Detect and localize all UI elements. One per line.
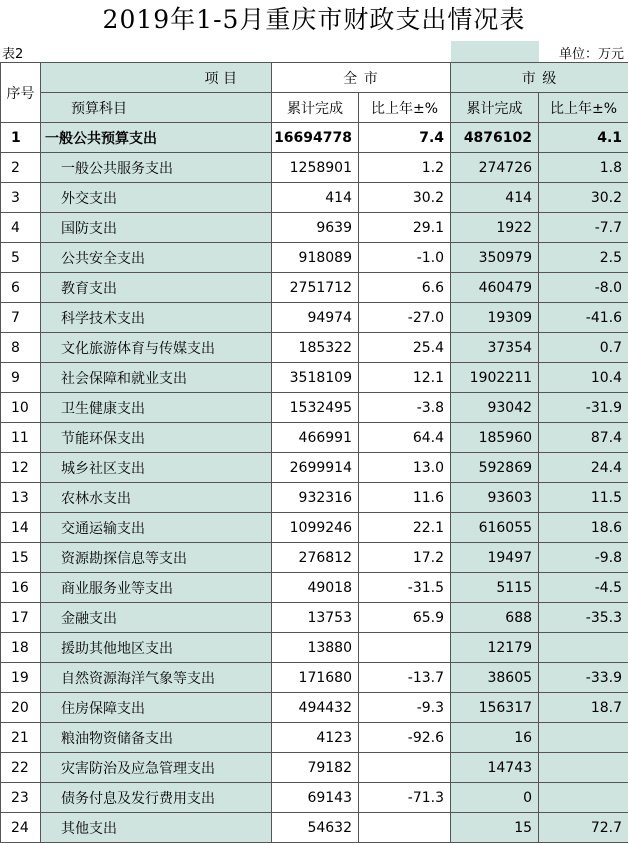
row-city-yoy: 0.7 (539, 333, 628, 363)
row-subject: 其他支出 (41, 813, 272, 843)
row-subject: 社会保障和就业支出 (41, 363, 272, 393)
row-city-yoy: 72.7 (539, 813, 628, 843)
table-row (1, 813, 628, 843)
row-seq: 2 (1, 153, 41, 183)
row-seq: 13 (1, 483, 41, 513)
unit-label: 单位：万元 (559, 43, 624, 62)
row-subject: 农林水支出 (41, 483, 272, 513)
table-row (1, 663, 628, 693)
header-city-cum: 累计完成 (451, 93, 539, 123)
table-row (1, 183, 628, 213)
table-row (1, 783, 628, 813)
table-row (1, 363, 628, 393)
row-subject: 国防支出 (41, 213, 272, 243)
row-total-yoy (359, 633, 451, 663)
table-row (1, 153, 628, 183)
row-subject: 文化旅游体育与传媒支出 (41, 333, 272, 363)
table-row (1, 543, 628, 573)
table-meta-row (0, 41, 628, 62)
row-seq: 24 (1, 813, 41, 843)
table-row (1, 453, 628, 483)
row-total-cum: 2699914 (272, 453, 359, 483)
table-row (1, 213, 628, 243)
row-subject: 灾害防治及应急管理支出 (41, 753, 272, 783)
row-seq: 14 (1, 513, 41, 543)
row-city-cum: 93603 (451, 483, 539, 513)
table-row (1, 483, 628, 513)
row-city-yoy: 11.5 (539, 483, 628, 513)
row-city-yoy (539, 723, 628, 753)
row-total-cum: 171680 (272, 663, 359, 693)
row-subject: 科学技术支出 (41, 303, 272, 333)
row-city-cum: 93042 (451, 393, 539, 423)
page-title: 2019年1-5月重庆市财政支出情况表 (0, 2, 628, 38)
table-row (1, 273, 628, 303)
header-city-yoy: 比上年±% (539, 93, 628, 123)
table-row (1, 423, 628, 453)
row-total-cum: 1099246 (272, 513, 359, 543)
row-subject: 商业服务业等支出 (41, 573, 272, 603)
row-total-cum: 414 (272, 183, 359, 213)
row-seq: 8 (1, 333, 41, 363)
table-row (1, 333, 628, 363)
row-total-yoy (359, 813, 451, 843)
row-city-yoy (539, 783, 628, 813)
row-seq: 18 (1, 633, 41, 663)
row-city-yoy: 10.4 (539, 363, 628, 393)
row-subject: 公共安全支出 (41, 243, 272, 273)
row-seq: 15 (1, 543, 41, 573)
row-subject: 援助其他地区支出 (41, 633, 272, 663)
row-total-yoy: -27.0 (359, 303, 451, 333)
row-seq: 1 (1, 123, 41, 153)
row-city-yoy: -35.3 (539, 603, 628, 633)
table-row (1, 753, 628, 783)
row-total-yoy: 65.9 (359, 603, 451, 633)
row-city-yoy: 24.4 (539, 453, 628, 483)
row-total-cum: 79182 (272, 753, 359, 783)
row-seq: 4 (1, 213, 41, 243)
row-city-yoy: -9.8 (539, 543, 628, 573)
row-city-cum: 688 (451, 603, 539, 633)
row-total-cum: 1258901 (272, 153, 359, 183)
row-city-yoy: -33.9 (539, 663, 628, 693)
table-row (1, 603, 628, 633)
table-row (1, 573, 628, 603)
row-total-yoy: 11.6 (359, 483, 451, 513)
row-seq: 20 (1, 693, 41, 723)
row-total-yoy: -1.0 (359, 243, 451, 273)
row-total-yoy: 29.1 (359, 213, 451, 243)
row-total-yoy: 7.4 (359, 123, 451, 153)
row-city-cum: 12179 (451, 633, 539, 663)
row-seq: 11 (1, 423, 41, 453)
table-tag: 表2 (2, 43, 23, 62)
table-row (1, 123, 628, 153)
blank-block (357, 41, 449, 62)
table-row (1, 723, 628, 753)
row-city-yoy: -31.9 (539, 393, 628, 423)
row-total-yoy: 13.0 (359, 453, 451, 483)
row-total-cum: 3518109 (272, 363, 359, 393)
row-city-cum: 5115 (451, 573, 539, 603)
row-city-cum: 19497 (451, 543, 539, 573)
row-city-cum: 37354 (451, 333, 539, 363)
row-total-yoy: -9.3 (359, 693, 451, 723)
row-city-yoy: 1.8 (539, 153, 628, 183)
row-total-cum: 1532495 (272, 393, 359, 423)
expenditure-table (0, 62, 628, 843)
row-city-yoy (539, 753, 628, 783)
header-project: 项 目 (41, 63, 272, 93)
row-city-cum: 4876102 (451, 123, 539, 153)
row-total-cum: 494432 (272, 693, 359, 723)
header-seq: 序号 (1, 63, 41, 123)
row-total-yoy: 25.4 (359, 333, 451, 363)
row-subject: 一般公共服务支出 (41, 153, 272, 183)
row-subject: 城乡社区支出 (41, 453, 272, 483)
row-total-yoy: -3.8 (359, 393, 451, 423)
row-city-yoy: 18.6 (539, 513, 628, 543)
row-city-cum: 38605 (451, 663, 539, 693)
row-total-cum: 276812 (272, 543, 359, 573)
row-total-yoy: -31.5 (359, 573, 451, 603)
row-city-yoy: -41.6 (539, 303, 628, 333)
row-city-yoy: 87.4 (539, 423, 628, 453)
header-group-city: 市 级 (451, 63, 628, 93)
row-subject: 卫生健康支出 (41, 393, 272, 423)
row-total-cum: 4123 (272, 723, 359, 753)
row-total-cum: 185322 (272, 333, 359, 363)
row-seq: 17 (1, 603, 41, 633)
row-total-cum: 2751712 (272, 273, 359, 303)
row-subject: 交通运输支出 (41, 513, 272, 543)
row-total-yoy: -92.6 (359, 723, 451, 753)
row-seq: 16 (1, 573, 41, 603)
row-city-cum: 156317 (451, 693, 539, 723)
row-seq: 5 (1, 243, 41, 273)
row-city-cum: 350979 (451, 243, 539, 273)
row-city-cum: 592869 (451, 453, 539, 483)
header-row-1 (1, 63, 628, 93)
row-subject: 教育支出 (41, 273, 272, 303)
row-subject: 债务付息及发行费用支出 (41, 783, 272, 813)
row-total-yoy: -71.3 (359, 783, 451, 813)
row-total-cum: 9639 (272, 213, 359, 243)
row-city-cum: 185960 (451, 423, 539, 453)
row-total-cum: 69143 (272, 783, 359, 813)
row-total-yoy: 12.1 (359, 363, 451, 393)
row-total-cum: 13753 (272, 603, 359, 633)
row-subject: 资源勘探信息等支出 (41, 543, 272, 573)
row-total-yoy: 1.2 (359, 153, 451, 183)
row-subject: 自然资源海洋气象等支出 (41, 663, 272, 693)
row-seq: 6 (1, 273, 41, 303)
row-seq: 12 (1, 453, 41, 483)
row-subject: 粮油物资储备支出 (41, 723, 272, 753)
row-total-cum: 918089 (272, 243, 359, 273)
row-city-cum: 414 (451, 183, 539, 213)
row-seq: 22 (1, 753, 41, 783)
row-city-yoy: 18.7 (539, 693, 628, 723)
row-total-cum: 16694778 (272, 123, 359, 153)
row-city-cum: 19309 (451, 303, 539, 333)
row-seq: 10 (1, 393, 41, 423)
table-row (1, 633, 628, 663)
row-total-yoy: 30.2 (359, 183, 451, 213)
row-seq: 19 (1, 663, 41, 693)
row-city-cum: 16 (451, 723, 539, 753)
header-group-total: 全 市 (272, 63, 451, 93)
row-subject: 金融支出 (41, 603, 272, 633)
row-total-cum: 54632 (272, 813, 359, 843)
row-city-cum: 15 (451, 813, 539, 843)
row-city-cum: 1902211 (451, 363, 539, 393)
row-city-yoy: -7.7 (539, 213, 628, 243)
header-total-yoy: 比上年±% (359, 93, 451, 123)
table-row (1, 513, 628, 543)
row-city-yoy: 30.2 (539, 183, 628, 213)
row-city-yoy: 4.1 (539, 123, 628, 153)
row-city-cum: 616055 (451, 513, 539, 543)
row-city-yoy: -8.0 (539, 273, 628, 303)
row-seq: 9 (1, 363, 41, 393)
row-seq: 23 (1, 783, 41, 813)
row-city-yoy (539, 633, 628, 663)
row-total-yoy: 22.1 (359, 513, 451, 543)
row-city-cum: 460479 (451, 273, 539, 303)
row-city-yoy: -4.5 (539, 573, 628, 603)
table-row (1, 243, 628, 273)
row-total-yoy: 64.4 (359, 423, 451, 453)
row-total-yoy (359, 753, 451, 783)
row-total-cum: 466991 (272, 423, 359, 453)
row-total-yoy: 6.6 (359, 273, 451, 303)
row-total-cum: 49018 (272, 573, 359, 603)
table-row (1, 303, 628, 333)
row-total-yoy: -13.7 (359, 663, 451, 693)
header-row-2 (1, 93, 628, 123)
row-city-cum: 14743 (451, 753, 539, 783)
row-subject: 外交支出 (41, 183, 272, 213)
row-subject: 节能环保支出 (41, 423, 272, 453)
table-row (1, 693, 628, 723)
row-seq: 3 (1, 183, 41, 213)
row-seq: 21 (1, 723, 41, 753)
table-row (1, 393, 628, 423)
teal-block (451, 41, 539, 62)
row-city-cum: 1922 (451, 213, 539, 243)
row-city-cum: 0 (451, 783, 539, 813)
row-subject: 一般公共预算支出 (41, 123, 272, 153)
row-city-cum: 274726 (451, 153, 539, 183)
header-budget-subject: 预算科目 (41, 93, 272, 123)
row-city-yoy: 2.5 (539, 243, 628, 273)
row-total-cum: 13880 (272, 633, 359, 663)
row-total-cum: 932316 (272, 483, 359, 513)
row-subject: 住房保障支出 (41, 693, 272, 723)
header-total-cum: 累计完成 (272, 93, 359, 123)
row-total-cum: 94974 (272, 303, 359, 333)
row-seq: 7 (1, 303, 41, 333)
row-total-yoy: 17.2 (359, 543, 451, 573)
